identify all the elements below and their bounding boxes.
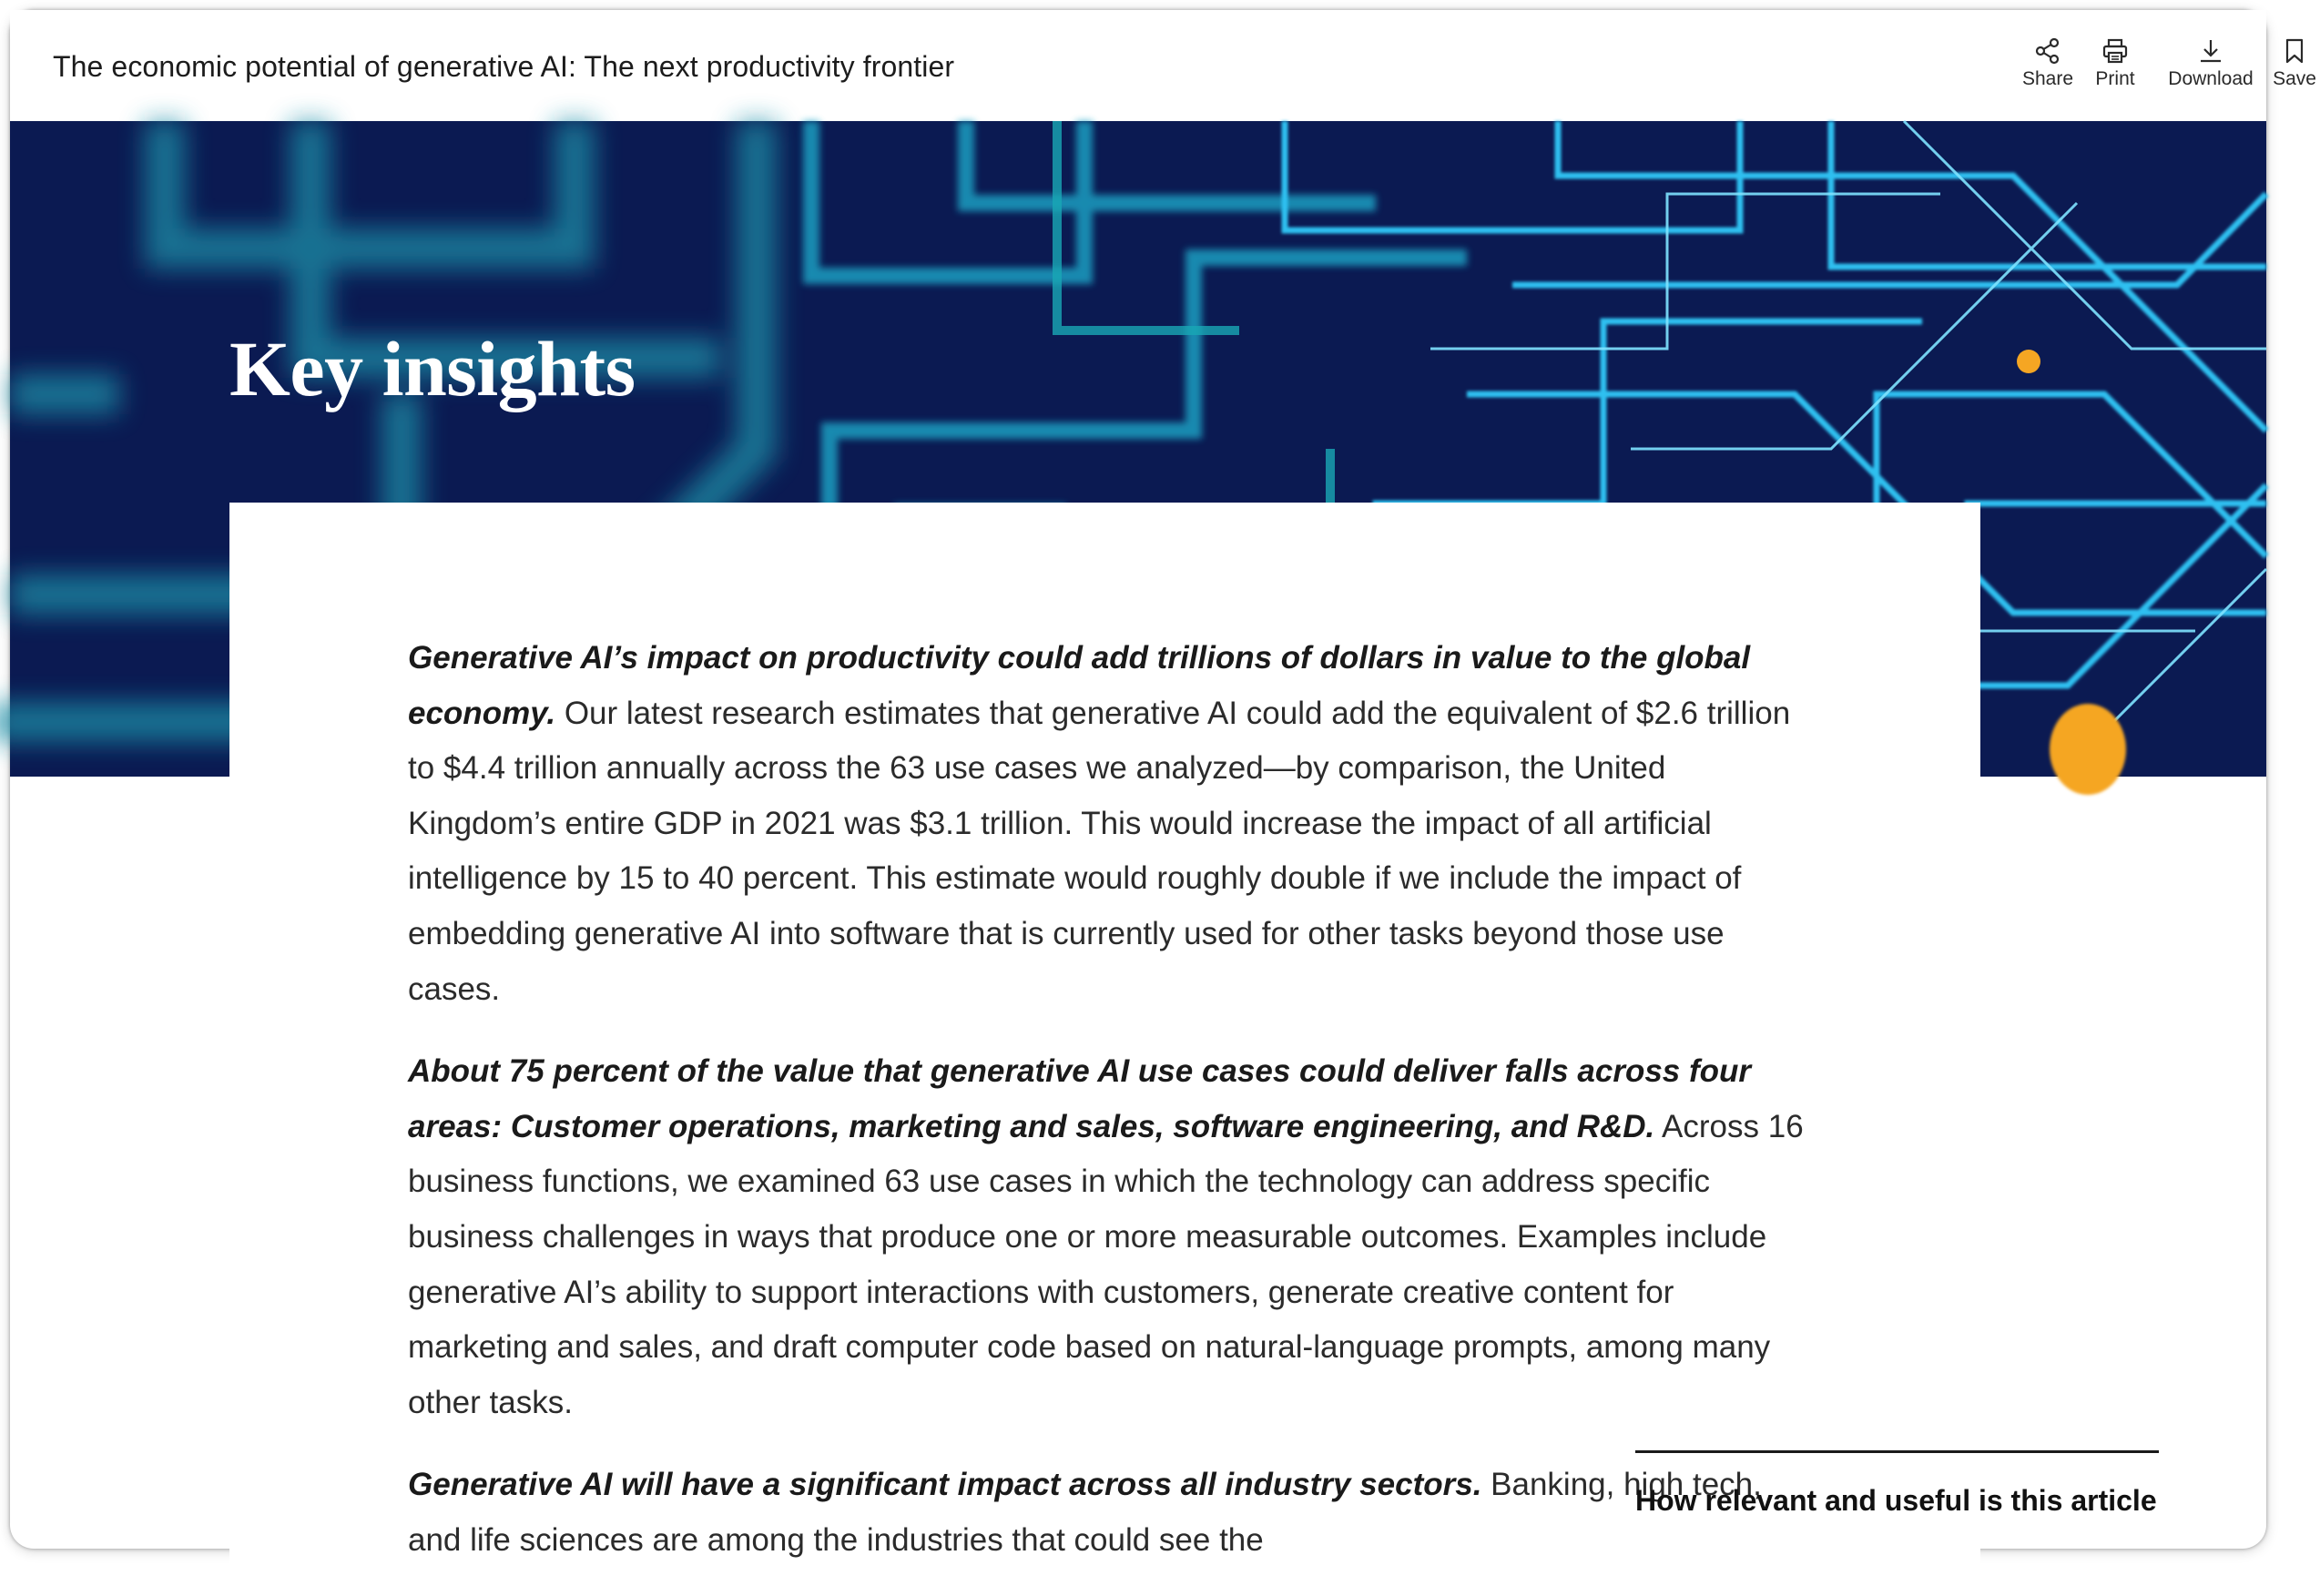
orange-dot-small bbox=[2017, 350, 2040, 373]
save-label: Save bbox=[2273, 68, 2316, 89]
hero-title: Key insights bbox=[229, 325, 636, 412]
insights-list bbox=[408, 631, 1810, 1596]
insight-lead: Generative AI’s impact on productivity could add trillions of dollars in value to the global economy. bbox=[408, 640, 1751, 731]
insight-paragraph bbox=[408, 1458, 1810, 1568]
share-icon bbox=[2034, 37, 2061, 65]
download-button[interactable] bbox=[2166, 37, 2255, 90]
insight-lead: Generative AI will have a significant impact across all industry sectors. bbox=[408, 1467, 1482, 1503]
orange-dot-large bbox=[2050, 704, 2126, 795]
insight-body: Our latest research estimates that generative AI could add the equivalent of $2.6 trillion to $4.4 trillion annually across the 63 use cases we analyzed—by comparison, the United Kingdom’s entire GDP in 2021 was $3.1 trillion. This would increase the impact of all artificial intelligence by 15 to 40 percent. This estimate would roughly double if we include the impact of embedding generative AI into software that is currently used for other tasks beyond those use cases. bbox=[408, 695, 1791, 1007]
insight-body: Across 16 business functions, we examined 63 use cases in which the technology can address specific business challenges in ways that produce one or more measurable outcomes. Examples include generative AI’s ability to support interactions with customers, generate creative content for marketing and sales, and draft computer code based on natural-language prompts, among many other tasks. bbox=[408, 1108, 1804, 1420]
browser-frame bbox=[10, 10, 2316, 1558]
print-icon bbox=[2101, 37, 2129, 65]
download-label: Download bbox=[2168, 68, 2254, 89]
insight-body: Banking, high tech, and life sciences are among the industries that could see the bbox=[408, 1467, 1762, 1558]
save-button[interactable] bbox=[2269, 37, 2320, 90]
download-icon bbox=[2197, 37, 2224, 65]
print-button[interactable] bbox=[2088, 37, 2142, 90]
article-toolbar bbox=[10, 10, 2316, 122]
share-label: Share bbox=[2021, 68, 2074, 89]
share-button[interactable] bbox=[2020, 37, 2075, 90]
feedback-widget bbox=[1635, 1450, 2159, 1518]
bookmark-icon bbox=[2281, 37, 2308, 65]
insight-paragraph bbox=[408, 1044, 1810, 1430]
print-label: Print bbox=[2095, 68, 2135, 89]
insight-lead: About 75 percent of the value that generative AI use cases could deliver falls across four areas: Customer operations, marketing and sales, software engineering, and R&D. bbox=[408, 1053, 1752, 1144]
insight-paragraph bbox=[408, 631, 1810, 1017]
article-title: The economic potential of generative AI: The next productivity frontier bbox=[53, 50, 955, 83]
feedback-question: How relevant and useful is this article bbox=[1635, 1484, 2157, 1517]
